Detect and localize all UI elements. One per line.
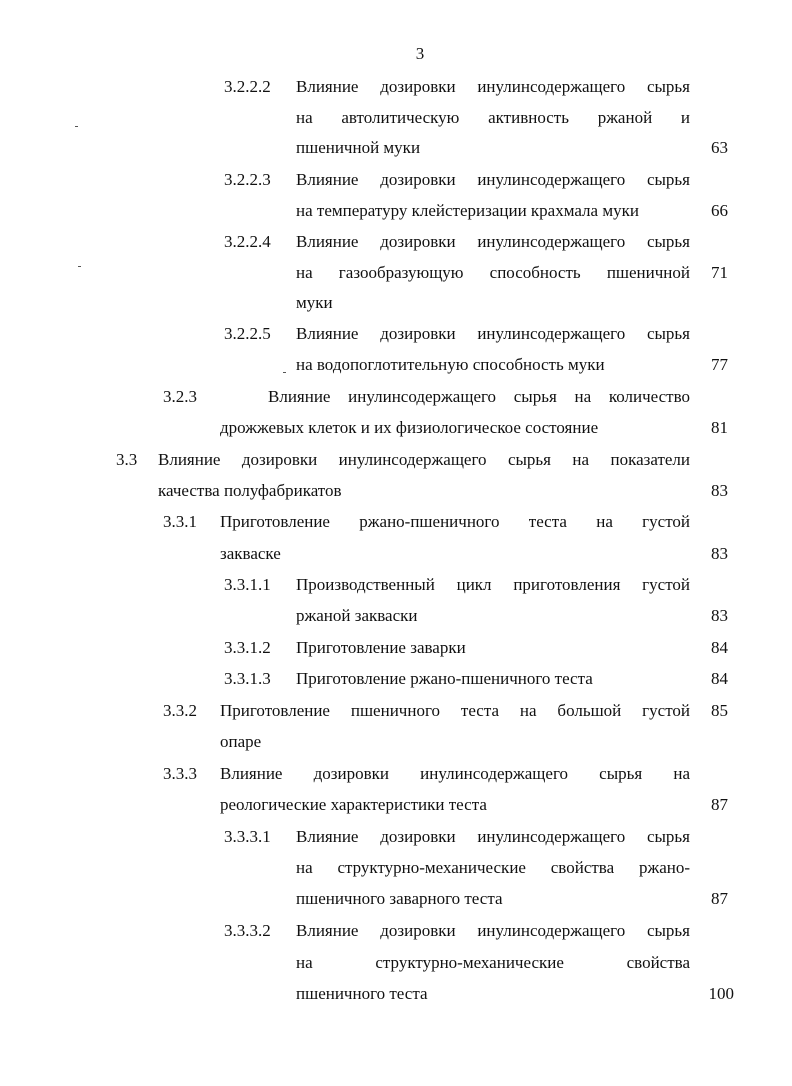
scan-speck [283, 372, 286, 373]
title-line: Влияние дозировки инулинсодержащего сырья [296, 324, 690, 343]
section-number: 3.2.2.5 [224, 324, 271, 343]
section-number: 3.3.1.3 [224, 669, 271, 688]
section-number: 3.2.2.2 [224, 77, 271, 96]
title-line: на автолитическую активность ржаной и [296, 108, 690, 127]
section-number: 3.3.1.1 [224, 575, 271, 594]
section-number: 3.3.3.2 [224, 921, 271, 940]
title-line: Приготовление заварки [296, 638, 466, 657]
title-line: Влияние дозировки инулинсодержащего сырья на [220, 764, 690, 783]
title-line: Влияние дозировки инулинсодержащего сырья [296, 921, 690, 940]
title-line: на газообразующую способность пшеничной [296, 263, 690, 282]
page-ref: 84 [711, 669, 728, 688]
section-number: 3.2.2.4 [224, 232, 271, 251]
title-line: Приготовление ржано-пшеничного теста на густой [220, 512, 690, 531]
title-line: ржаной закваски [296, 606, 418, 625]
title-line: Влияние дозировки инулинсодержащего сырья [296, 232, 690, 251]
title-line: Производственный цикл приготовления густой [296, 575, 690, 594]
title-line: закваске [220, 544, 281, 563]
section-number: 3.3.3 [163, 764, 197, 783]
title-line: Влияние инулинсодержащего сырья на количество [268, 387, 690, 406]
title-line: качества полуфабрикатов [158, 481, 342, 500]
page-ref: 81 [711, 418, 728, 437]
section-number: 3.3.1 [163, 512, 197, 531]
scan-speck [78, 266, 81, 267]
page-ref: 66 [711, 201, 728, 220]
title-line: на структурно-механические свойства [296, 953, 690, 972]
page-ref: 85 [711, 701, 728, 720]
page-ref: 83 [711, 606, 728, 625]
page-ref: 100 [708, 984, 734, 1003]
section-number: 3.2.2.3 [224, 170, 271, 189]
page-ref: 71 [711, 263, 728, 282]
title-line: опаре [220, 732, 262, 751]
section-number: 3.3.3.1 [224, 827, 271, 846]
page-ref: 83 [711, 481, 728, 500]
title-line: Приготовление пшеничного теста на большой густой [220, 701, 690, 720]
title-line: реологические характеристики теста [220, 795, 487, 814]
scan-speck [75, 126, 78, 127]
page-number: 3 [415, 44, 425, 63]
title-line: пшеничной муки [296, 138, 421, 157]
title-line: на водопоглотительную способность муки [296, 355, 605, 374]
page-ref: 77 [711, 355, 728, 374]
title-line: муки [296, 293, 333, 312]
title-line: Приготовление ржано-пшеничного теста [296, 669, 593, 688]
section-number: 3.3 [116, 450, 138, 469]
section-number: 3.3.2 [163, 701, 197, 720]
title-line: Влияние дозировки инулинсодержащего сырья [296, 77, 690, 96]
section-number: 3.3.1.2 [224, 638, 271, 657]
title-line: Влияние дозировки инулинсодержащего сырья [296, 170, 690, 189]
page-ref: 87 [711, 795, 728, 814]
title-line: на структурно-механические свойства ржано- [296, 858, 690, 877]
page-ref: 84 [711, 638, 728, 657]
title-line: пшеничного заварного теста [296, 889, 503, 908]
title-line: на температуру клейстеризации крахмала муки [296, 201, 639, 220]
title-line: Влияние дозировки инулинсодержащего сырья [296, 827, 690, 846]
page-ref: 87 [711, 889, 728, 908]
page-ref: 83 [711, 544, 728, 563]
title-line: Влияние дозировки инулинсодержащего сырья на показатели [158, 450, 690, 469]
title-line: пшеничного теста [296, 984, 428, 1003]
section-number: 3.2.3 [163, 387, 197, 406]
title-line: дрожжевых клеток и их физиологическое состояние [220, 418, 599, 437]
page-ref: 63 [711, 138, 728, 157]
